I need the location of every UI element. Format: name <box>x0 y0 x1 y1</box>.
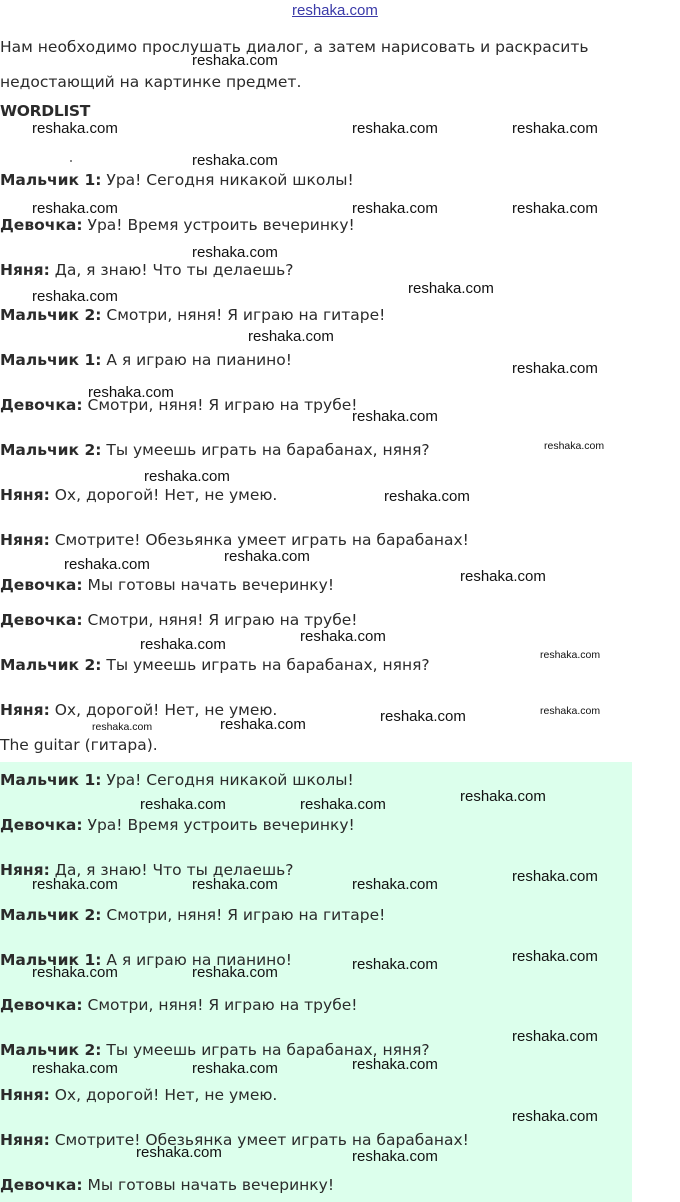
watermark: reshaka.com <box>192 152 278 169</box>
line-text: Ты умеешь играть на барабанах, няня? <box>101 1041 430 1059</box>
dialogue-line <box>0 1131 469 1150</box>
watermark: reshaka.com <box>380 708 466 725</box>
watermark: reshaka.com <box>512 1108 598 1125</box>
dialogue-line <box>0 656 430 675</box>
watermark: reshaka.com <box>512 948 598 965</box>
line-text: Смотри, няня! Я играю на гитаре! <box>101 306 386 324</box>
watermark: reshaka.com <box>220 716 306 733</box>
line-text: Смотри, няня! Я играю на гитаре! <box>101 906 386 924</box>
watermark: reshaka.com <box>64 556 150 573</box>
watermark: reshaka.com <box>512 1028 598 1045</box>
line-text: Ура! Сегодня никакой школы! <box>101 771 354 789</box>
watermark: reshaka.com <box>352 408 438 425</box>
speaker-label: Няня: <box>0 861 50 879</box>
watermark: reshaka.com <box>512 120 598 137</box>
watermark: reshaka.com <box>32 876 118 893</box>
watermark: reshaka.com <box>352 120 438 137</box>
dialogue-line <box>0 771 354 790</box>
line-text: Смотри, няня! Я играю на трубе! <box>82 611 358 629</box>
speaker-label: Няня: <box>0 701 50 719</box>
watermark: reshaka.com <box>408 280 494 297</box>
line-text: Смотри, няня! Я играю на трубе! <box>82 996 358 1014</box>
watermark: reshaka.com <box>248 328 334 345</box>
line-text: Ура! Время устроить вечеринку! <box>82 816 355 834</box>
watermark: reshaka.com <box>32 120 118 137</box>
speaker-label: Мальчик 2: <box>0 906 102 924</box>
dialogue-line <box>0 906 385 925</box>
watermark: reshaka.com <box>192 964 278 981</box>
watermark: reshaka.com <box>32 1060 118 1077</box>
task-instruction: Нам необходимо прослушать диалог, а затем нарисовать и раскрасить недостающий на картинке предмет. <box>0 38 589 91</box>
dialogue-line <box>0 441 430 460</box>
line-text: Смотрите! Обезьянка умеет играть на барабанах! <box>49 1131 469 1149</box>
watermark: reshaka.com <box>512 200 598 217</box>
dialogue-line <box>0 171 354 190</box>
speaker-label: Няня: <box>0 531 50 549</box>
line-text: Ох, дорогой! Нет, не умею. <box>49 1086 278 1104</box>
watermark: reshaka.com <box>192 52 278 69</box>
dialogue-line <box>0 261 294 280</box>
watermark: reshaka.com <box>540 649 601 661</box>
watermark: reshaka.com <box>192 876 278 893</box>
watermark: reshaka.com <box>544 440 605 452</box>
speaker-label: Мальчик 1: <box>0 771 102 789</box>
watermark: reshaka.com <box>352 956 438 973</box>
speaker-label: Няня: <box>0 261 50 279</box>
watermark: reshaka.com <box>512 868 598 885</box>
dialogue-line <box>0 996 358 1015</box>
speaker-label: Мальчик 2: <box>0 656 102 674</box>
dialogue-line <box>0 1176 334 1195</box>
watermark: reshaka.com <box>140 796 226 813</box>
dialogue-line <box>0 576 334 595</box>
speaker-label: Девочка: <box>0 396 83 414</box>
watermark: reshaka.com <box>460 568 546 585</box>
watermark: reshaka.com <box>32 964 118 981</box>
speaker-label: Мальчик 1: <box>0 171 102 189</box>
speaker-label: Няня: <box>0 1086 50 1104</box>
watermark: reshaka.com <box>32 288 118 305</box>
speaker-label: Мальчик 2: <box>0 441 102 459</box>
speaker-label: Девочка: <box>0 216 83 234</box>
watermark: reshaka.com <box>460 788 546 805</box>
speaker-label: Девочка: <box>0 1176 83 1194</box>
watermark: reshaka.com <box>144 468 230 485</box>
watermark: reshaka.com <box>384 488 470 505</box>
speaker-label: Девочка: <box>0 996 83 1014</box>
watermark: reshaka.com <box>540 705 601 717</box>
line-text: Мы готовы начать вечеринку! <box>82 1176 335 1194</box>
dialogue-line <box>0 396 358 415</box>
dialogue-line <box>0 611 358 630</box>
speaker-label: Девочка: <box>0 576 83 594</box>
dialogue-line <box>0 486 277 505</box>
watermark: reshaka.com <box>300 628 386 645</box>
watermark: reshaka.com <box>32 200 118 217</box>
watermark: reshaka.com <box>352 1056 438 1073</box>
line-text: Ох, дорогой! Нет, не умею. <box>49 486 278 504</box>
dialogue-line <box>0 531 469 550</box>
wordlist-heading: WORDLIST <box>0 102 91 120</box>
answer-text: The guitar (гитара). <box>0 736 158 754</box>
line-text: Ура! Сегодня никакой школы! <box>101 171 354 189</box>
site-link[interactable]: reshaka.com <box>292 2 378 19</box>
dialogue-line <box>0 306 385 325</box>
watermark: reshaka.com <box>136 1144 222 1161</box>
dialogue-line <box>0 1086 277 1105</box>
watermark: reshaka.com <box>352 200 438 217</box>
watermark: reshaka.com <box>88 384 174 401</box>
stray-dot <box>70 160 72 162</box>
line-text: Ты умеешь играть на барабанах, няня? <box>101 656 430 674</box>
speaker-label: Девочка: <box>0 611 83 629</box>
watermark: reshaka.com <box>224 548 310 565</box>
line-text: Ты умеешь играть на барабанах, няня? <box>101 441 430 459</box>
line-text: Смотри, няня! Я играю на трубе! <box>82 396 358 414</box>
watermark: reshaka.com <box>512 360 598 377</box>
watermark: reshaka.com <box>352 876 438 893</box>
dialogue-line <box>0 216 355 235</box>
line-text: А я играю на пианино! <box>101 351 292 369</box>
speaker-label: Мальчик 1: <box>0 351 102 369</box>
watermark: reshaka.com <box>352 1148 438 1165</box>
line-text: Да, я знаю! Что ты делаешь? <box>49 861 294 879</box>
line-text: Ура! Время устроить вечеринку! <box>82 216 355 234</box>
dialogue-line <box>0 351 292 370</box>
line-text: Мы готовы начать вечеринку! <box>82 576 335 594</box>
watermark: reshaka.com <box>300 796 386 813</box>
dialogue-line <box>0 816 355 835</box>
watermark: reshaka.com <box>192 244 278 261</box>
line-text: Ох, дорогой! Нет, не умею. <box>49 701 278 719</box>
watermark: reshaka.com <box>92 721 153 733</box>
speaker-label: Мальчик 2: <box>0 306 102 324</box>
watermark: reshaka.com <box>140 636 226 653</box>
line-text: Смотрите! Обезьянка умеет играть на барабанах! <box>49 531 469 549</box>
speaker-label: Няня: <box>0 1131 50 1149</box>
speaker-label: Няня: <box>0 486 50 504</box>
line-text: А я играю на пианино! <box>101 951 292 969</box>
speaker-label: Мальчик 1: <box>0 951 102 969</box>
speaker-label: Мальчик 2: <box>0 1041 102 1059</box>
line-text: Да, я знаю! Что ты делаешь? <box>49 261 294 279</box>
speaker-label: Девочка: <box>0 816 83 834</box>
watermark: reshaka.com <box>192 1060 278 1077</box>
